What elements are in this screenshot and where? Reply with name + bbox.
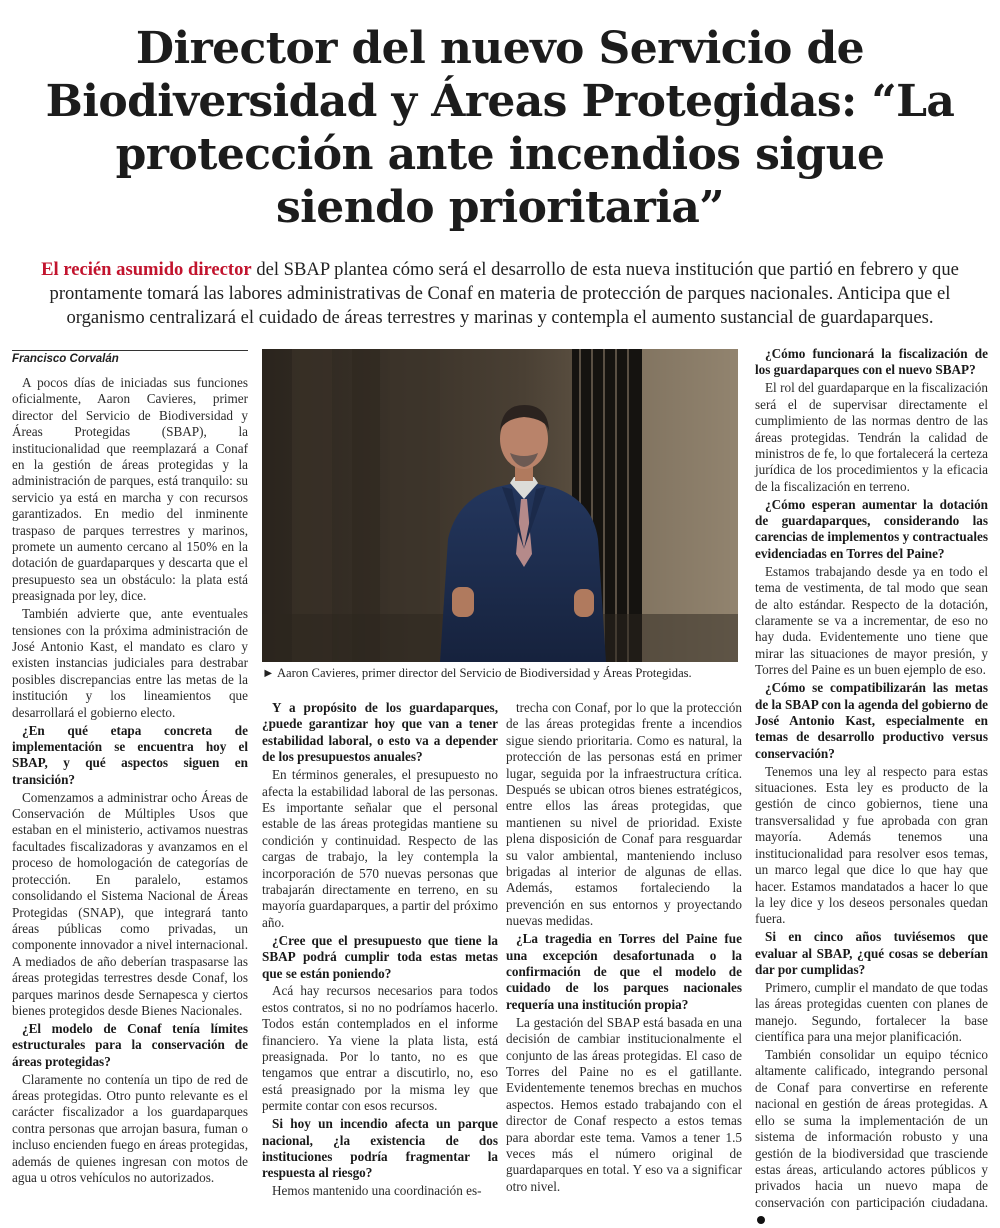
column-4 bbox=[755, 346, 988, 1228]
interview-question: ¿En qué etapa concreta de implementación se encuentra hoy el SBAP, y qué aspectos siguen en transición? bbox=[12, 722, 248, 787]
interview-question: ¿Cómo esperan aumentar la dotación de guardaparques, considerando las carencias de implementos y contractuales evidenciadas en Torres del Paine? bbox=[755, 496, 988, 561]
article-paragraph: También advierte que, ante eventuales tensiones con la próxima administración de José Antonio Kast, el mandato es claro y existen instancias judiciales para destrabar posibles discrepancias entre las metas de la institución y los lineamientos que desarrollará el gobierno electo. bbox=[12, 606, 248, 720]
article-paragraph: Hemos mantenido una coordinación es- bbox=[272, 1183, 482, 1199]
director-photo bbox=[262, 349, 738, 662]
interview-question: ¿El modelo de Conaf tenía límites estructurales para la conservación de áreas protegidas? bbox=[12, 1020, 248, 1069]
photo-illustration bbox=[262, 349, 738, 662]
article-paragraph: A pocos días de iniciadas sus funciones oficialmente, Aaron Cavieres, primer director del Servicio de Biodiversidad y Áreas Protegidas (SBAP), la institucionalidad que reemplazará a Conaf en la gestión de áreas protegidas y la administración de parques, está tranquilo: su servicio ya está en marcha y con recursos garantizados. En medio del inminente traspaso de parques terrestres y marinos, promete un aumento cercano al 150% en la dotación de guardaparques y descarta que el presupuesto sea un obstáculo: la plata está preasignada por ley, dice. bbox=[12, 375, 248, 604]
article-paragraph: Claramente no contenía un tipo de red de áreas protegidas. Otro punto relevante es el carácter fiscalizador a los guardaparques contra personas que arrojan basura, fuman o incluso encienden fuego en áreas protegidas, además de quienes ingresan con motos de agua u otros vehículos no autorizados. bbox=[12, 1071, 248, 1185]
lede-text: del SBAP plantea cómo será el desarrollo de esta nueva institución que partió en febrero y que prontamente tomará las labores administrativas de Conaf en materia de protección de parques nacionales. Anticipa que el organismo centralizará el cuidado de áreas terrestres y marinas y contempla el aumento sustancial de guardaparques. bbox=[49, 259, 959, 328]
article-paragraph: trecha con Conaf, por lo que la protección de las áreas protegidas frente a incendios sigue siendo prioritaria. Como es natural, la protección de las personas está en primer lugar, seguida por la infraestructura crítica. Después se ubican otros bienes estratégicos, entre ellos las áreas protegidas, que mantienen su nivel de prioridad. Existe plena disposición de Conaf para resguardar su valor ambiental, manteniendo incluso brigadas al interior de algunas de ellas. Además, estamos fortaleciendo la prevención en sus entornos y proyectando nuevas medidas. bbox=[506, 700, 742, 929]
article-paragraph: Acá hay recursos necesarios para todos estos contratos, si no no podríamos hacerlo. Todos están contemplados en el informe financiero. Ya viene la plata lista, está preasignada. Por lo tanto, no es que tengamos que entrar a discutirlo, no, eso está preasignado por la misma ley que permite contar con esos recursos. bbox=[262, 983, 498, 1114]
lede bbox=[22, 258, 978, 330]
interview-question: Y a propósito de los guardaparques, ¿puede garantizar hoy que van a tener estabilidad laboral, o esto va a depender de los presupuestos anuales? bbox=[262, 700, 498, 765]
end-mark-icon bbox=[757, 1216, 765, 1224]
interview-question: ¿La tragedia en Torres del Paine fue una excepción desafortunada o la confirmación de que el modelo de cuidado de los parques nacionales requería una institución propia? bbox=[506, 931, 742, 1012]
article-paragraph: También consolidar un equipo técnico altamente calificado, integrando personal de Conaf para convertirse en referente nacional en gestión de áreas protegidas. A ello se suma la implementación de un sistema de información robusto y una gestión de la biodiversidad que trasciende estas áreas, articulando actores públicos y privados hacia un nuevo mapa de conservación con participación ciudadana. bbox=[755, 1047, 988, 1227]
article-paragraph: La gestación del SBAP está basada en una decisión de cambiar institucionalmente el conjunto de las áreas protegidas. El caso de Torres del Paine no es el gatillante. Evidentemente tenemos brechas en muchos aspectos. Hemos estado trabajando con el director de Conaf respecto a estos temas para abordar este tema. Vamos a tener 1.5 veces más el número original de guardaparques en total. Y eso va a significar otro nivel. bbox=[506, 1014, 742, 1194]
column-1 bbox=[12, 375, 248, 1186]
article-paragraph: Estamos trabajando desde ya en todo el tema de vestimenta, de tal modo que sean de alto estándar. Respecto de la dotación, claramente se va a incrementar, de eso no hay duda. Evidentemente uno tiene que mirar las situaciones de mayor presión, y Torres del Paine es un buen ejemplo de eso. bbox=[755, 563, 988, 678]
article-paragraph: Primero, cumplir el mandato de que todas las áreas protegidas cuenten con planes de manejo. Segundo, fortalecer la base científica para una mejor planificación. bbox=[755, 979, 988, 1045]
photo-caption bbox=[262, 666, 742, 681]
article-paragraph: Tenemos una ley al respecto para estas situaciones. Esta ley es producto de la gestión de cinco gobiernos, tiene una transversalidad y fue aprobada con gran mayoría. Además tenemos una institucionalidad para resolver esos temas, un marco legal que dice lo que hay que hacer. Estamos mandatados a hacer lo que la ley dice y los deseos personales quedan fuera. bbox=[755, 763, 988, 927]
byline: Francisco Corvalán bbox=[12, 353, 119, 365]
caption-marker: ► bbox=[262, 666, 275, 680]
interview-question: ¿Cree que el presupuesto que tiene la SBAP podrá cumplir toda estas metas que se están poniendo? bbox=[262, 932, 498, 981]
caption-text: Aaron Cavieres, primer director del Servicio de Biodiversidad y Áreas Protegidas. bbox=[276, 666, 692, 680]
lede-highlight: El recién asumido director bbox=[41, 259, 252, 280]
interview-question: Si en cinco años tuviésemos que evaluar al SBAP, ¿qué cosas se deberían dar por cumplidas? bbox=[755, 929, 988, 978]
interview-question: ¿Cómo funcionará la fiscalización de los guardaparques con el nuevo SBAP? bbox=[755, 346, 988, 378]
column-2 bbox=[262, 700, 498, 1200]
article-paragraph: En términos generales, el presupuesto no afecta la estabilidad laboral de las personas. Es importante señalar que el personal estable de las áreas protegidas mantiene su condición y continuidad. Respecto de las cargas de trabajo, la ley contempla la incorporación de 570 nuevas personas que trabajarán directamente en terreno, en su mayoría guardaparques, a partir del próximo año. bbox=[262, 767, 498, 930]
headline: Director del nuevo Servicio de Biodiversidad y Áreas Protegidas: “La protección ante incendios sigue siendo prioritaria” bbox=[45, 23, 955, 233]
column-3 bbox=[506, 700, 742, 1195]
article-paragraph: El rol del guardaparque en la fiscalización será el de supervisar directamente el cumplimiento de las normas dentro de las áreas protegidas. Tendrán la calidad de ministros de fe, lo que fortalecerá la certeza jurídica de los procedimientos y la eficacia de la fiscalización en terreno. bbox=[755, 380, 988, 494]
interview-question: ¿Cómo se compatibilizarán las metas de la SBAP con la agenda del gobierno de José Antonio Kast, especialmente en temas de desarrollo productivo versus conservación? bbox=[755, 680, 989, 761]
byline-rule bbox=[12, 350, 248, 365]
interview-question: Si hoy un incendio afecta un parque nacional, ¿la existencia de dos instituciones podría fragmentar la respuesta al riesgo? bbox=[262, 1116, 498, 1181]
article-paragraph: Comenzamos a administrar ocho Áreas de Conservación de Múltiples Usos que estaban en el ministerio, activamos nuestras facultades fiscalizadoras y avanzamos en el proceso de homologación de categorías de protección. En paralelo, estamos consolidando el Sistema Nacional de Áreas Protegidas (SNAP), que integrará tanto áreas públicas como privadas, un componente innovador a nivel internacional. A mediados de año deberían traspasarse las áreas protegidas terrestres desde Conaf, los parques marinos desde Sernapesca y ciertos bienes protegidos desde Bienes Nacionales. bbox=[12, 789, 248, 1018]
